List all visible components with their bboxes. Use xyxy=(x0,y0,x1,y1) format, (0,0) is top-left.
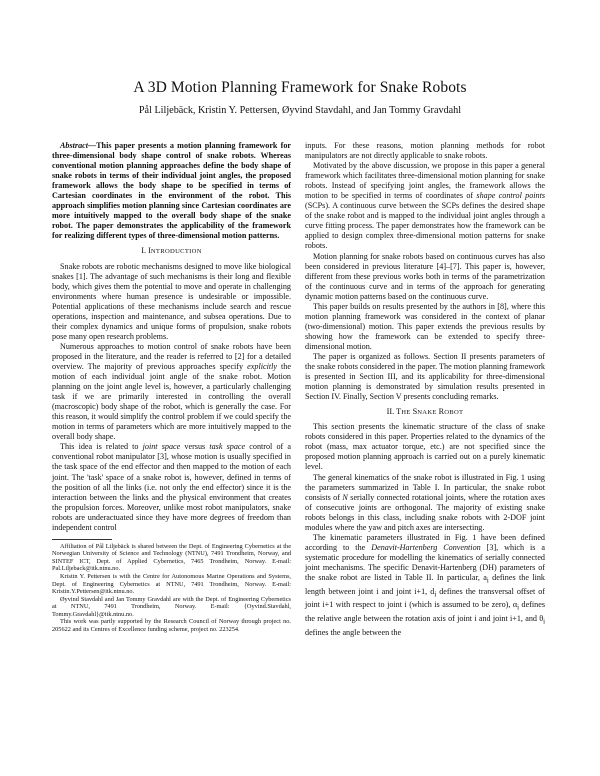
abstract xyxy=(52,141,291,241)
left-column xyxy=(52,141,291,633)
section-heading-snake-robot: II. THE SNAKE ROBOT xyxy=(386,407,464,417)
paper-title: A 3D Motion Planning Framework for Snake Robots xyxy=(133,79,467,96)
section2-paragraph-3: The kinematic parameters illustrated in Fig. 1 have been defined according to the Denavit-Hartenberg Convention [3], which is a systematic procedure for modelling the kinematics of serially connected joint mechanisms. The specific Denavit-Hartenberg (DH) parameters of the snake robot are listed in Table II. In particular, $a_i$ defines the link length between joint i and joint i+1, $d_i$ defines the transversal offset of joint i+1 with respect to joint i (which is assumed to be zero), $\alpha_i$ defines the relative angle between the rotation axis of joint i and joint i+1, and $\theta_i$ defines the angle between the xyxy=(305,532,546,637)
abstract-text: —This paper presents a motion planning framework for three-dimensional body shape control of snake robots. Whereas conventional motion planning approaches define the body shape of snake robots in terms of their individual joint angles, the proposed framework allows the body shape to be specified in terms of Cartesian coordinates in the environment of the robot. This approach simplifies motion planning since Cartesian coordinates are more intuitively mapped to the overall body shape of the snake robot. The paper demonstrates the applicability of the framework for realizing different types of three-dimensional motion patterns. xyxy=(52,141,291,241)
section2-paragraph-2: The general kinematics of the snake robot is illustrated in Fig. 1 using the parameters summarized in Table I. In particular, the snake robot consists of N serially connected rotational joints, where the rotation axes of consecutive joints are orthogonal. The majority of existing snake robots belongs in this class, including snake robots with 2-DOF joint modules where the yaw and pitch axes are intersecting. xyxy=(305,472,545,532)
abstract-label: Abstract xyxy=(60,141,88,150)
footnote-funding: This work was partly supported by the Research Council of Norway through project no. 205622 and its Centres of Excellence funding scheme, project no. 223254. xyxy=(52,618,291,633)
footnote-affiliation-3: Øyvind Stavdahl and Jan Tommy Gravdahl are with the Dept. of Engineering Cybernetics at NTNU, 7491 Trondheim, Norway. E-mail: {Oyvind.Stavdahl, Tommy.Gravdahl}@itk.ntnu.no. xyxy=(52,595,291,618)
section-heading-introduction: I. INTRODUCTION xyxy=(141,246,202,256)
intro-paragraph-2: Numerous approaches to motion control of snake robots have been proposed in the literature, and the reader is referred to [2] for a detailed overview. The majority of previous approaches specify explicitly the motion of each individual joint angle of the snake robot. Motion planning on the joint angle level is, however, a particularly challenging task if we are primarily interested in controlling the overall (macroscopic) body shape of the robot, which is generally the case. For this reason, it would simplify the control problem if we could specify the motion in terms of parameters which are more intuitively mapped to the overall body shape. xyxy=(52,341,291,442)
footnotes xyxy=(52,543,291,634)
intro-paragraph-4: Motivated by the above discussion, we propose in this paper a general framework which facilitates three-dimensional motion planning for snake robots. Instead of specifying joint angles, the framework allows the motion to be specified in terms of coordinates of shape control points (SCPs). A continuous curve between the SCPs defines the desired shape of the snake robot and is mapped to the individual joint angles through a curve fitting process. The paper demonstrates how the framework can be applied to design complex three-dimensional motion patterns for snake robots. xyxy=(305,161,545,251)
intro-paragraph-5: Motion planning for snake robots based on continuous curves has also been considered in previous literature [4]–[7]. This paper is, however, different from these previous works both in terms of the parametrization of the continuous curve and in terms of the approach for generating dynamic motion patterns based on the continuous curve. xyxy=(305,251,545,301)
footnote-affiliation-2: Kristin Y. Pettersen is with the Centre for Autonomous Marine Operations and Systems, Dept. of Engineering Cybernetics at NTNU, 7491 Trondheim, Norway. E-mail: Kristin.Y.Pettersen@itk.ntnu.no. xyxy=(52,572,291,596)
intro-paragraph-1: Snake robots are robotic mechanisms designed to move like biological snakes [1]. The advantage of such mechanisms is their long and flexible body, which gives them the potential to move and operate in challenging environments where human presence is undesirable or impossible. Potential applications of these mechanisms include search and rescue operations, inspection and maintenance, and subsea operations. Due to their complex dynamics and unique forms of propulsion, snake robots pose many open research problems. xyxy=(52,261,291,341)
intro-paragraph-3: This idea is related to joint space versus task space control of a conventional robot manipulator [3], whose motion is usually specified in the task space of the end effector and then mapped to the motion of each joint. The 'task' space of a snake robot is, however, defined in terms of the position of all the links (i.e. not only the end effector) since it is the interaction between the links and the physical environment that creates the propulsion forces. Moreover, unlike most robot manipulators, snake robots are underactuated since they have more degrees of freedom than independent control xyxy=(52,442,292,532)
author-list: Pål Liljebäck, Kristin Y. Pettersen, Øyvind Stavdahl, and Jan Tommy Gravdahl xyxy=(138,105,462,116)
intro-paragraph-7: The paper is organized as follows. Section II presents parameters of the snake robots considered in the paper. The motion planning framework is presented in Section III, and its applicability for three-dimensional motion planning is demonstrated by simulation results presented in Section IV. Finally, Section V presents concluding remarks. xyxy=(305,351,545,402)
right-column xyxy=(305,141,545,638)
intro-paragraph-6: This paper builds on results presented by the authors in [8], where this motion planning framework was considered in the context of planar (two-dimensional) motion. This paper extends the previous results by showing how the framework can be extended to specify three-dimensional motion. xyxy=(305,301,545,351)
intro-paragraph-3-cont: inputs. For these reasons, motion planning methods for robot manipulators are not directly applicable to snake robots. xyxy=(305,141,545,161)
section2-paragraph-1: This section presents the kinematic structure of the class of snake robots considered in this paper. Properties related to the dynamics of the robot (mass, max actuator torque, etc.) are not specified since the proposed motion planning approach is carried out on a purely kinematic level. xyxy=(305,422,545,472)
footnote-affiliation-1: Affiliation of Pål Liljebäck is shared between the Dept. of Engineering Cybernetics at the Norwegian University of Science and Technology (NTNU), 7491 Trondheim, Norway, and SINTEF ICT, Dept. of Applied Cybernetics, 7465 Trondheim, Norway. E-mail: Pal.Liljeback@itk.ntnu.no. xyxy=(52,542,291,573)
footnote-rule xyxy=(52,539,112,540)
